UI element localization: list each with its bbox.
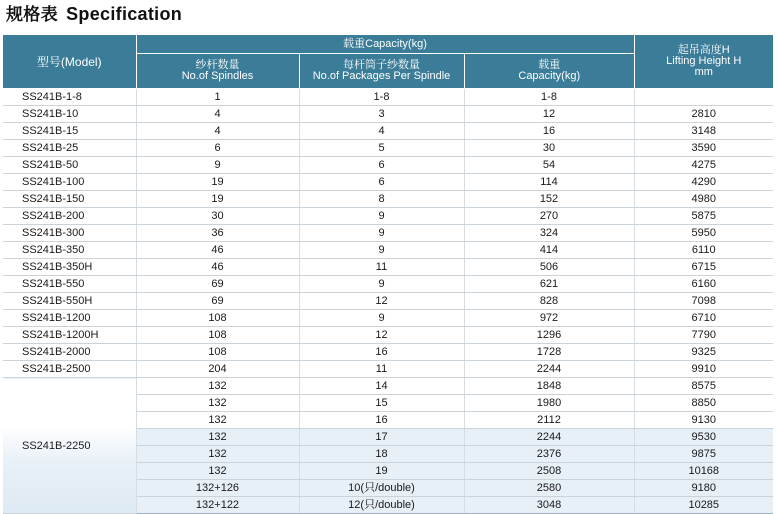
capacity-cell: 324 xyxy=(464,225,634,242)
model-cell: SS241B-10 xyxy=(3,106,136,123)
spindles-cell: 204 xyxy=(136,361,299,378)
height-cell: 3590 xyxy=(634,140,773,157)
capacity-cell: 270 xyxy=(464,208,634,225)
table-row xyxy=(3,242,773,259)
height-cell xyxy=(634,89,773,106)
table-row xyxy=(3,344,773,361)
header-spindles xyxy=(136,54,299,89)
height-cell: 8575 xyxy=(634,378,773,395)
packages-cell: 17 xyxy=(299,429,464,446)
capacity-cell: 1980 xyxy=(464,395,634,412)
page-title xyxy=(6,1,182,27)
height-cell: 10168 xyxy=(634,463,773,480)
model-cell: SS241B-200 xyxy=(3,208,136,225)
packages-cell: 12 xyxy=(299,327,464,344)
table-row xyxy=(3,361,773,378)
spindles-cell: 132 xyxy=(136,412,299,429)
capacity-cell: 2112 xyxy=(464,412,634,429)
title-en: Specification xyxy=(66,4,183,24)
capacity-cell: 414 xyxy=(464,242,634,259)
packages-cell: 9 xyxy=(299,208,464,225)
spindles-cell: 108 xyxy=(136,327,299,344)
capacity-cell: 114 xyxy=(464,174,634,191)
table-row xyxy=(3,259,773,276)
packages-cell: 11 xyxy=(299,361,464,378)
spindles-cell: 132 xyxy=(136,395,299,412)
spindles-cell: 1 xyxy=(136,89,299,106)
height-cell: 6715 xyxy=(634,259,773,276)
table-body xyxy=(3,89,773,514)
height-cell: 3148 xyxy=(634,123,773,140)
table-row xyxy=(3,89,773,106)
capacity-cell: 828 xyxy=(464,293,634,310)
header-capacity-en: Capacity(kg) xyxy=(518,70,581,82)
header-packages xyxy=(299,54,464,89)
capacity-cell: 2580 xyxy=(464,480,634,497)
height-cell: 4980 xyxy=(634,191,773,208)
capacity-cell: 1-8 xyxy=(464,89,634,106)
capacity-cell: 2376 xyxy=(464,446,634,463)
capacity-cell: 1296 xyxy=(464,327,634,344)
height-cell: 10285 xyxy=(634,497,773,514)
height-cell: 9130 xyxy=(634,412,773,429)
height-cell: 9530 xyxy=(634,429,773,446)
height-cell: 8850 xyxy=(634,395,773,412)
header-model: 型号(Model) xyxy=(3,35,136,89)
header-capacity-cn: 载重 xyxy=(538,59,561,71)
capacity-cell: 152 xyxy=(464,191,634,208)
table-row xyxy=(3,123,773,140)
table-row xyxy=(3,208,773,225)
capacity-cell: 972 xyxy=(464,310,634,327)
height-cell: 9325 xyxy=(634,344,773,361)
spindles-cell: 46 xyxy=(136,259,299,276)
header-capacity xyxy=(464,54,634,89)
spindles-cell: 132+122 xyxy=(136,497,299,514)
spindles-cell: 132 xyxy=(136,446,299,463)
packages-cell: 10(只/double) xyxy=(299,480,464,497)
header-lift-line2: Lifting Height H xyxy=(666,55,742,67)
spindles-cell: 30 xyxy=(136,208,299,225)
spindles-cell: 132 xyxy=(136,378,299,395)
packages-cell: 9 xyxy=(299,242,464,259)
capacity-cell: 54 xyxy=(464,157,634,174)
capacity-cell: 2244 xyxy=(464,361,634,378)
packages-cell: 16 xyxy=(299,344,464,361)
packages-cell: 3 xyxy=(299,106,464,123)
packages-cell: 6 xyxy=(299,174,464,191)
spindles-cell: 36 xyxy=(136,225,299,242)
header-spindles-cn: 纱杆数量 xyxy=(195,59,240,71)
header-packages-cn: 每杆筒子纱数量 xyxy=(343,59,420,71)
packages-cell: 18 xyxy=(299,446,464,463)
spindles-cell: 69 xyxy=(136,293,299,310)
model-cell: SS241B-2000 xyxy=(3,344,136,361)
capacity-cell: 3048 xyxy=(464,497,634,514)
model-cell: SS241B-50 xyxy=(3,157,136,174)
height-cell: 6110 xyxy=(634,242,773,259)
table-row xyxy=(3,327,773,344)
header-capacity-group: 载重Capacity(kg) xyxy=(136,35,634,54)
spindles-cell: 132+126 xyxy=(136,480,299,497)
height-cell: 4290 xyxy=(634,174,773,191)
capacity-cell: 621 xyxy=(464,276,634,293)
capacity-cell: 1728 xyxy=(464,344,634,361)
spindles-cell: 9 xyxy=(136,157,299,174)
height-cell: 6160 xyxy=(634,276,773,293)
model-cell: SS241B-300 xyxy=(3,225,136,242)
table-row xyxy=(3,157,773,174)
spindles-cell: 108 xyxy=(136,344,299,361)
height-cell: 5875 xyxy=(634,208,773,225)
height-cell: 7790 xyxy=(634,327,773,344)
model-cell: SS241B-350H xyxy=(3,259,136,276)
model-cell: SS241B-1200H xyxy=(3,327,136,344)
packages-cell: 4 xyxy=(299,123,464,140)
table-row xyxy=(3,293,773,310)
packages-cell: 16 xyxy=(299,412,464,429)
packages-cell: 9 xyxy=(299,225,464,242)
height-cell: 9180 xyxy=(634,480,773,497)
spindles-cell: 19 xyxy=(136,191,299,208)
packages-cell: 14 xyxy=(299,378,464,395)
packages-cell: 9 xyxy=(299,276,464,293)
table-row xyxy=(3,378,773,395)
table-row xyxy=(3,191,773,208)
height-cell: 7098 xyxy=(634,293,773,310)
height-cell: 2810 xyxy=(634,106,773,123)
header-lift-line1: 起吊高度H xyxy=(677,44,730,56)
model-cell: SS241B-1200 xyxy=(3,310,136,327)
model-cell: SS241B-350 xyxy=(3,242,136,259)
packages-cell: 12(只/double) xyxy=(299,497,464,514)
packages-cell: 1-8 xyxy=(299,89,464,106)
model-cell: SS241B-2250 xyxy=(3,378,136,514)
spindles-cell: 6 xyxy=(136,140,299,157)
packages-cell: 11 xyxy=(299,259,464,276)
spindles-cell: 19 xyxy=(136,174,299,191)
height-cell: 9910 xyxy=(634,361,773,378)
header-packages-en: No.of Packages Per Spindle xyxy=(312,70,451,82)
capacity-cell: 2508 xyxy=(464,463,634,480)
specification-table xyxy=(3,35,773,514)
model-cell: SS241B-1-8 xyxy=(3,89,136,106)
capacity-cell: 2244 xyxy=(464,429,634,446)
capacity-cell: 30 xyxy=(464,140,634,157)
capacity-cell: 12 xyxy=(464,106,634,123)
model-cell: SS241B-550 xyxy=(3,276,136,293)
packages-cell: 15 xyxy=(299,395,464,412)
model-cell: SS241B-25 xyxy=(3,140,136,157)
spindles-cell: 69 xyxy=(136,276,299,293)
height-cell: 6710 xyxy=(634,310,773,327)
packages-cell: 9 xyxy=(299,310,464,327)
header-lifting-height xyxy=(634,35,773,89)
table-row xyxy=(3,140,773,157)
header-spindles-en: No.of Spindles xyxy=(181,70,254,82)
table-row xyxy=(3,174,773,191)
spindles-cell: 132 xyxy=(136,429,299,446)
packages-cell: 12 xyxy=(299,293,464,310)
model-cell: SS241B-150 xyxy=(3,191,136,208)
title-cn: 规格表 xyxy=(6,5,58,25)
table-row xyxy=(3,225,773,242)
spindles-cell: 4 xyxy=(136,106,299,123)
packages-cell: 5 xyxy=(299,140,464,157)
model-cell: SS241B-550H xyxy=(3,293,136,310)
height-cell: 9875 xyxy=(634,446,773,463)
model-cell: SS241B-2500 xyxy=(3,361,136,378)
model-cell: SS241B-15 xyxy=(3,123,136,140)
header-lift-line3: mm xyxy=(694,66,713,78)
packages-cell: 19 xyxy=(299,463,464,480)
spindles-cell: 108 xyxy=(136,310,299,327)
capacity-cell: 506 xyxy=(464,259,634,276)
packages-cell: 8 xyxy=(299,191,464,208)
capacity-cell: 1848 xyxy=(464,378,634,395)
spindles-cell: 132 xyxy=(136,463,299,480)
capacity-cell: 16 xyxy=(464,123,634,140)
spindles-cell: 4 xyxy=(136,123,299,140)
table-row xyxy=(3,310,773,327)
table-row xyxy=(3,276,773,293)
model-cell: SS241B-100 xyxy=(3,174,136,191)
spindles-cell: 46 xyxy=(136,242,299,259)
height-cell: 5950 xyxy=(634,225,773,242)
packages-cell: 6 xyxy=(299,157,464,174)
table-row xyxy=(3,106,773,123)
height-cell: 4275 xyxy=(634,157,773,174)
